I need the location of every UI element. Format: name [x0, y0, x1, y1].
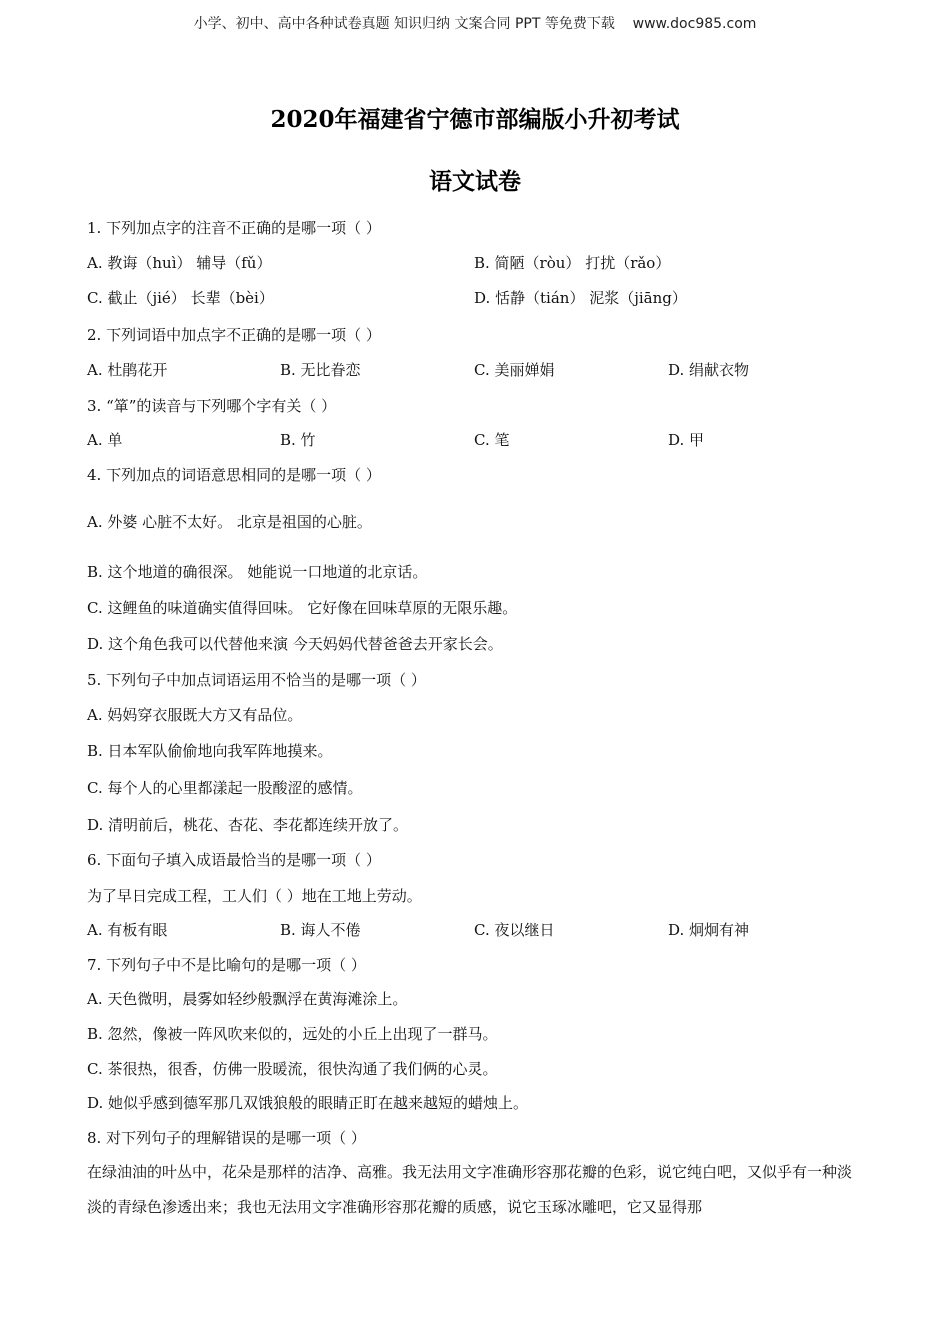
option-a: A. 杜鹃花开: [87, 361, 168, 379]
question-stem: 4. 下列加点的词语意思相同的是哪一项（ ）: [87, 466, 381, 484]
question-stem: 7. 下列句子中不是比喻句的是哪一项（ ）: [87, 956, 366, 974]
option-a: A. 有板有眼: [87, 921, 168, 939]
option-a: A. 外婆 心脏不太好。 北京是祖国的心脏。: [87, 513, 372, 531]
page-title: 2020年福建省宁德市部编版小升初考试: [270, 106, 680, 133]
option-b: B. 竹: [280, 431, 316, 449]
option-a: A. 教诲（huì） 辅导（fǔ）: [87, 254, 272, 272]
option-b: B. 忽然，像被一阵风吹来似的，远处的小丘上出现了一群马。: [87, 1025, 498, 1043]
page-subtitle: 语文试卷: [429, 168, 521, 195]
question-passage: 在绿油油的叶丛中，花朵是那样的洁净、高雅。我无法用文字准确形容那花瓣的色彩，说它纯白吧，又似乎有一种淡淡的青绿色渗透出来；我也无法用文字准确形容那花瓣的质感，说它玉琢冰雕吧，它又显得那: [87, 1163, 853, 1216]
question-stem: 1. 下列加点字的注音不正确的是哪一项（ ）: [87, 219, 381, 237]
option-c: C. 笔: [474, 431, 510, 449]
question-stem: 2. 下列词语中加点字不正确的是哪一项（ ）: [87, 326, 381, 344]
option-a: A. 妈妈穿衣服既大方又有品位。: [87, 706, 303, 724]
question-stem: 6. 下面句子填入成语最恰当的是哪一项（ ）: [87, 851, 381, 869]
question-stem: 5. 下列句子中加点词语运用不恰当的是哪一项（ ）: [87, 671, 426, 689]
option-d: D. 恬静（tián） 泥浆（jiāng）: [474, 289, 687, 307]
page-header-banner: [0, 13, 950, 33]
option-d: D. 清明前后，桃花、杏花、李花都连续开放了。: [87, 816, 409, 834]
option-d: D. 这个角色我可以代替他来演 今天妈妈代替爸爸去开家长会。: [87, 635, 503, 653]
option-a: A. 天色微明，晨雾如轻纱般飘浮在黄海滩涂上。: [87, 990, 408, 1008]
option-d: D. 炯炯有神: [668, 921, 750, 939]
option-c: C. 截止（jié） 长辈（bèi）: [87, 289, 274, 307]
option-b: B. 这个地道的确很深。 她能说一口地道的北京话。: [87, 563, 428, 581]
option-a: A. 单: [87, 431, 123, 449]
option-c: C. 美丽婵娟: [474, 361, 555, 379]
option-c: C. 茶很热，很香，仿佛一股暖流，很快沟通了我们俩的心灵。: [87, 1060, 498, 1078]
question-stem: 3. “箪”的读音与下列哪个字有关（ ）: [87, 397, 337, 415]
question-stem: 8. 对下列句子的理解错误的是哪一项（ ）: [87, 1129, 366, 1147]
option-b: B. 日本军队偷偷地向我军阵地摸来。: [87, 742, 333, 760]
option-b: B. 无比眷恋: [280, 361, 361, 379]
option-c: C. 这鲤鱼的味道确实值得回味。 它好像在回味草原的无限乐趣。: [87, 599, 518, 617]
option-c: C. 每个人的心里都漾起一股酸涩的感情。: [87, 779, 363, 797]
option-c: C. 夜以继日: [474, 921, 555, 939]
question-sentence: 为了早日完成工程，工人们（ ）地在工地上劳动。: [87, 887, 422, 905]
banner-url[interactable]: www.doc985.com: [632, 16, 757, 32]
option-d: D. 甲: [668, 431, 705, 449]
option-d: D. 她似乎感到德军那几双饿狼般的眼睛正盯在越来越短的蜡烛上。: [87, 1094, 529, 1112]
option-b: B. 简陋（ròu） 打扰（rǎo）: [474, 254, 671, 272]
banner-text: 小学、初中、高中各种试卷真题 知识归纳 文案合同 PPT 等免费下载: [193, 16, 615, 32]
option-b: B. 诲人不倦: [280, 921, 361, 939]
option-d: D. 绢献衣物: [668, 361, 750, 379]
